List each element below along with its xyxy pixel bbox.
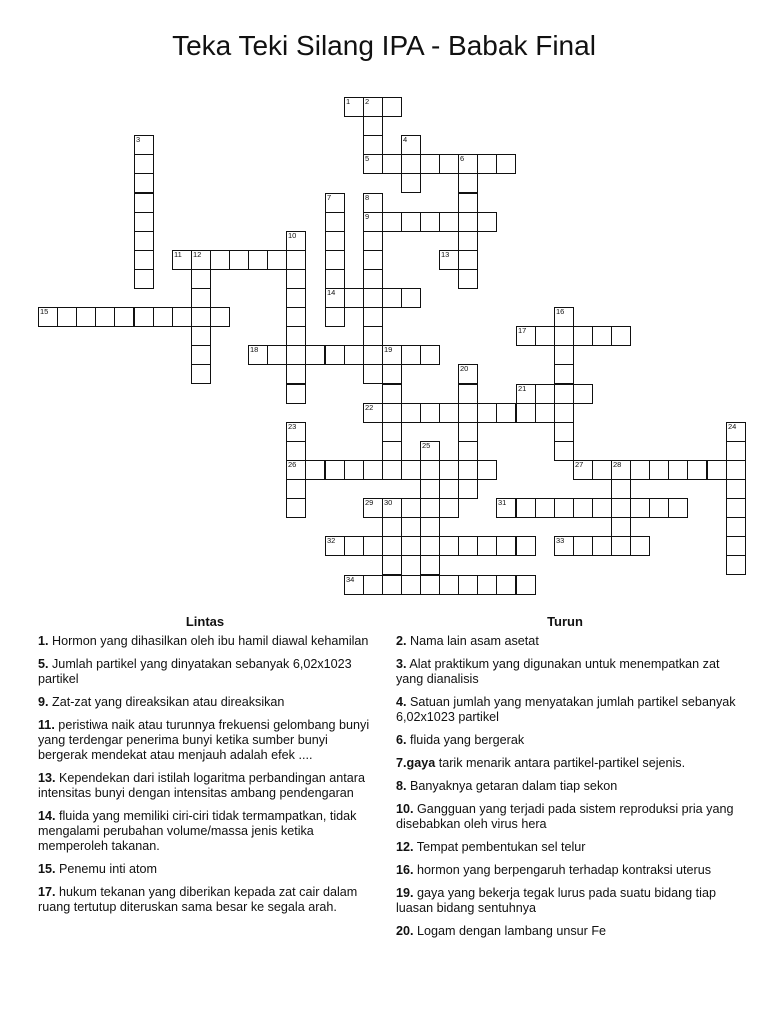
grid-cell[interactable] — [535, 326, 555, 346]
grid-cell[interactable] — [382, 498, 402, 518]
grid-cell[interactable] — [401, 288, 421, 308]
grid-cell[interactable] — [325, 460, 345, 480]
clue-down-12: 12. Tempat pembentukan sel telur — [396, 840, 586, 854]
grid-cell[interactable] — [573, 326, 593, 346]
grid-cell[interactable] — [134, 250, 154, 270]
grid-cell[interactable] — [267, 345, 287, 365]
clue-number: 28 — [613, 460, 622, 469]
grid-cell[interactable] — [57, 307, 77, 327]
clue-across-13: 13. Kependekan dari istilah logaritma perbandingan antara intensitas bunyi dengan intensitas ambang pendengaran — [38, 771, 365, 800]
clue-number: 24 — [728, 422, 737, 431]
clue-across-5: 5. Jumlah partikel yang dinyatakan sebanyak 6,02x1023 partikel — [38, 657, 352, 686]
grid-cell[interactable] — [611, 498, 631, 518]
grid-cell[interactable] — [726, 517, 746, 537]
down-heading: Turun — [547, 614, 583, 629]
clue-down-19: 19. gaya yang bekerja tegak lurus pada suatu bidang tiap luasan bidang sentuhnya — [396, 886, 716, 915]
grid-cell[interactable] — [134, 154, 154, 174]
grid-cell[interactable] — [286, 231, 306, 251]
clue-down-8: 8. Banyaknya getaran dalam tiap sekon — [396, 779, 618, 793]
clue-down-6: 6. fluida yang bergerak — [396, 733, 525, 747]
clue-number: 6 — [460, 154, 465, 163]
grid-cell[interactable] — [363, 575, 383, 595]
grid-cell[interactable] — [134, 135, 154, 155]
grid-cell[interactable] — [611, 517, 631, 537]
grid-cell[interactable] — [458, 575, 478, 595]
grid-cell[interactable] — [382, 575, 402, 595]
clue-number: 9 — [365, 212, 370, 221]
grid-cell[interactable] — [153, 307, 173, 327]
grid-cell[interactable] — [726, 555, 746, 575]
grid-cell[interactable] — [248, 250, 268, 270]
clue-number: 18 — [250, 345, 259, 354]
clue-across-9: 9. Zat-zat yang direaksikan atau direaksikan — [38, 695, 285, 709]
grid-cell[interactable] — [592, 498, 612, 518]
grid-cell[interactable] — [554, 422, 574, 442]
grid-cell[interactable] — [401, 460, 421, 480]
clue-number: 29 — [365, 498, 374, 507]
grid-cell[interactable] — [611, 536, 631, 556]
grid-cell[interactable] — [401, 212, 421, 232]
clue-number: 8 — [365, 193, 370, 202]
grid-cell[interactable] — [344, 97, 364, 117]
clue-number: 11 — [174, 250, 182, 259]
grid-cell[interactable] — [191, 326, 211, 346]
grid-cell[interactable] — [649, 498, 669, 518]
grid-cell[interactable] — [363, 536, 383, 556]
grid-cell[interactable] — [458, 231, 478, 251]
grid-cell[interactable] — [496, 403, 516, 423]
grid-cell[interactable] — [573, 536, 593, 556]
grid-cell[interactable] — [134, 307, 154, 327]
grid-cell[interactable] — [554, 498, 574, 518]
grid-cell[interactable] — [516, 384, 536, 404]
grid-cell[interactable] — [363, 250, 383, 270]
grid-cell[interactable] — [325, 307, 345, 327]
grid-cell[interactable] — [382, 364, 402, 384]
clue-number: 31 — [498, 498, 507, 507]
grid-cell[interactable] — [401, 345, 421, 365]
grid-cell[interactable] — [516, 536, 536, 556]
clue-down-2: 2. Nama lain asam asetat — [396, 634, 539, 648]
grid-cell[interactable] — [363, 498, 383, 518]
clue-number: 12 — [193, 250, 202, 259]
grid-cell[interactable] — [325, 269, 345, 289]
grid-cell[interactable] — [286, 460, 306, 480]
grid-cell[interactable] — [382, 212, 402, 232]
grid-cell[interactable] — [114, 307, 134, 327]
grid-cell[interactable] — [458, 212, 478, 232]
clue-down-20: 20. Logam dengan lambang unsur Fe — [396, 924, 607, 938]
grid-cell[interactable] — [286, 422, 306, 442]
grid-cell[interactable] — [363, 97, 383, 117]
clue-number: 34 — [346, 575, 355, 584]
grid-cell[interactable] — [363, 345, 383, 365]
grid-cell[interactable] — [401, 536, 421, 556]
grid-cell[interactable] — [229, 250, 249, 270]
grid-cell[interactable] — [344, 575, 364, 595]
grid-cell[interactable] — [325, 536, 345, 556]
grid-cell[interactable] — [401, 575, 421, 595]
grid-cell[interactable] — [363, 269, 383, 289]
grid-cell[interactable] — [554, 326, 574, 346]
grid-cell[interactable] — [573, 460, 593, 480]
grid-cell[interactable] — [726, 498, 746, 518]
grid-cell[interactable] — [191, 250, 211, 270]
grid-cell[interactable] — [286, 364, 306, 384]
clue-number: 5 — [365, 154, 370, 163]
grid-cell[interactable] — [554, 536, 574, 556]
page-title: Teka Teki Silang IPA - Babak Final — [172, 30, 596, 61]
grid-cell[interactable] — [477, 536, 497, 556]
grid-cell[interactable] — [516, 403, 536, 423]
grid-cell[interactable] — [611, 479, 631, 499]
grid-cell[interactable] — [382, 345, 402, 365]
down-clue-list — [396, 634, 736, 947]
grid-cell[interactable] — [363, 326, 383, 346]
grid-cell[interactable] — [382, 422, 402, 442]
grid-cell[interactable] — [420, 441, 440, 461]
grid-cell[interactable] — [458, 536, 478, 556]
clue-down-16: 16. hormon yang berpengaruh terhadap kontraksi uterus — [396, 863, 712, 877]
grid-cell[interactable] — [649, 460, 669, 480]
grid-cell[interactable] — [726, 479, 746, 499]
grid-cell[interactable] — [286, 269, 306, 289]
clue-number: 2 — [365, 97, 370, 106]
grid-cell[interactable] — [554, 345, 574, 365]
grid-cell[interactable] — [458, 441, 478, 461]
grid-cell[interactable] — [420, 212, 440, 232]
grid-cell[interactable] — [516, 326, 536, 346]
clue-number: 33 — [556, 536, 565, 545]
grid-cell[interactable] — [726, 460, 746, 480]
grid-cell[interactable] — [420, 517, 440, 537]
grid-cell[interactable] — [458, 269, 478, 289]
grid-cell[interactable] — [267, 250, 287, 270]
clue-across-11: 11. peristiwa naik atau turunnya frekuensi gelombang bunyi yang terdengar penerima bunyi ketika sumber bunyi bergerak mendekat atau menjauh adalah efek .... — [38, 718, 370, 762]
grid-cell[interactable] — [668, 460, 688, 480]
grid-cell[interactable] — [382, 536, 402, 556]
clue-number: 26 — [288, 460, 297, 469]
grid-cell[interactable] — [172, 250, 192, 270]
grid-cell[interactable] — [363, 135, 383, 155]
clue-number: 16 — [556, 307, 565, 316]
across-heading: Lintas — [185, 614, 225, 629]
grid-cell[interactable] — [325, 231, 345, 251]
grid-cell[interactable] — [286, 326, 306, 346]
grid-cell[interactable] — [439, 536, 459, 556]
clue-number: 17 — [518, 326, 527, 335]
grid-cell[interactable] — [134, 269, 154, 289]
grid-cell[interactable] — [420, 460, 440, 480]
grid-cell[interactable] — [382, 460, 402, 480]
grid-cell[interactable] — [382, 384, 402, 404]
grid-cell[interactable] — [458, 250, 478, 270]
grid-cell[interactable] — [363, 403, 383, 423]
grid-cell[interactable] — [496, 154, 516, 174]
clue-down-7: 7.gaya tarik menarik antara partikel-partikel sejenis. — [396, 756, 686, 770]
grid-cell[interactable] — [325, 288, 345, 308]
grid-cell[interactable] — [535, 384, 555, 404]
grid-cell[interactable] — [363, 193, 383, 213]
grid-cell[interactable] — [458, 173, 478, 193]
grid-cell[interactable] — [554, 364, 574, 384]
grid-cell[interactable] — [611, 326, 631, 346]
grid-cell[interactable] — [439, 154, 459, 174]
grid-cell[interactable] — [477, 154, 497, 174]
grid-cell[interactable] — [458, 422, 478, 442]
grid-cell[interactable] — [344, 288, 364, 308]
grid-cell[interactable] — [286, 345, 306, 365]
clue-down-10: 10. Gangguan yang terjadi pada sistem reproduksi pria yang disebabkan oleh virus hera — [396, 802, 734, 831]
clue-number: 21 — [518, 384, 527, 393]
grid-cell[interactable] — [477, 212, 497, 232]
grid-cell[interactable] — [401, 135, 421, 155]
grid-cell[interactable] — [420, 575, 440, 595]
grid-cell[interactable] — [554, 307, 574, 327]
clue-number: 22 — [365, 403, 374, 412]
clue-number: 13 — [441, 250, 450, 259]
clue-number: 19 — [384, 345, 393, 354]
clue-number: 32 — [327, 536, 336, 545]
grid-cell[interactable] — [344, 460, 364, 480]
grid-cell[interactable] — [611, 460, 631, 480]
grid-cell[interactable] — [134, 231, 154, 251]
clue-number: 10 — [288, 231, 297, 240]
grid-cell[interactable] — [630, 536, 650, 556]
clue-number: 4 — [403, 135, 408, 144]
grid-cell[interactable] — [554, 441, 574, 461]
grid-cell[interactable] — [134, 212, 154, 232]
grid-cell[interactable] — [401, 173, 421, 193]
grid-cell[interactable] — [573, 384, 593, 404]
grid-cell[interactable] — [458, 193, 478, 213]
grid-cell[interactable] — [516, 498, 536, 518]
grid-cell[interactable] — [573, 498, 593, 518]
grid-cell[interactable] — [707, 460, 727, 480]
grid-cell[interactable] — [286, 288, 306, 308]
grid-cell[interactable] — [477, 403, 497, 423]
grid-cell[interactable] — [363, 212, 383, 232]
grid-cell[interactable] — [401, 154, 421, 174]
grid-cell[interactable] — [382, 555, 402, 575]
grid-cell[interactable] — [496, 536, 516, 556]
grid-cell[interactable] — [668, 498, 688, 518]
clue-number: 3 — [136, 135, 141, 144]
grid-cell[interactable] — [458, 154, 478, 174]
grid-cell[interactable] — [191, 288, 211, 308]
grid-cell[interactable] — [439, 403, 459, 423]
grid-cell[interactable] — [458, 384, 478, 404]
grid-cell[interactable] — [554, 403, 574, 423]
grid-cell[interactable] — [477, 460, 497, 480]
grid-cell[interactable] — [382, 97, 402, 117]
grid-cell[interactable] — [305, 345, 325, 365]
grid-cell[interactable] — [496, 498, 516, 518]
grid-cell[interactable] — [592, 326, 612, 346]
grid-cell[interactable] — [420, 345, 440, 365]
grid-cell[interactable] — [286, 498, 306, 518]
grid-cell[interactable] — [38, 307, 58, 327]
grid-cell[interactable] — [363, 460, 383, 480]
grid-cell[interactable] — [458, 460, 478, 480]
clue-number: 14 — [327, 288, 336, 297]
clue-number: 27 — [575, 460, 584, 469]
clue-down-3: 3. Alat praktikum yang digunakan untuk menempatkan zat yang dianalisis — [396, 657, 720, 686]
grid-cell[interactable] — [496, 575, 516, 595]
grid-cell[interactable] — [363, 364, 383, 384]
grid-cell[interactable] — [420, 154, 440, 174]
grid-cell[interactable] — [382, 154, 402, 174]
grid-cell[interactable] — [420, 403, 440, 423]
grid-cell[interactable] — [363, 307, 383, 327]
clue-number: 23 — [288, 422, 297, 431]
grid-cell[interactable] — [191, 345, 211, 365]
grid-cell[interactable] — [363, 154, 383, 174]
grid-cell[interactable] — [95, 307, 115, 327]
clue-number: 20 — [460, 364, 469, 373]
grid-cell[interactable] — [439, 575, 459, 595]
grid-cell[interactable] — [554, 384, 574, 404]
across-clue-list — [38, 634, 374, 923]
grid-cell[interactable] — [325, 345, 345, 365]
grid-cell[interactable] — [286, 250, 306, 270]
clue-number: 15 — [40, 307, 49, 316]
grid-cell[interactable] — [630, 498, 650, 518]
grid-cell[interactable] — [191, 364, 211, 384]
grid-cell[interactable] — [210, 250, 230, 270]
grid-cell[interactable] — [458, 364, 478, 384]
clue-across-17: 17. hukum tekanan yang diberikan kepada zat cair dalam ruang tertutup diteruskan sama besar ke segala arah. — [38, 885, 358, 914]
grid-cell[interactable] — [344, 536, 364, 556]
clue-down-4: 4. Satuan jumlah yang menyatakan jumlah partikel sebanyak 6,02x1023 partikel — [396, 695, 736, 724]
grid-cell[interactable] — [382, 288, 402, 308]
grid-cell[interactable] — [420, 498, 440, 518]
grid-cell[interactable] — [286, 441, 306, 461]
grid-cell[interactable] — [439, 250, 459, 270]
grid-cell[interactable] — [401, 403, 421, 423]
grid-cell[interactable] — [439, 212, 459, 232]
grid-cell[interactable] — [592, 536, 612, 556]
grid-cell[interactable] — [363, 231, 383, 251]
clue-across-14: 14. fluida yang memiliki ciri-ciri tidak termampatkan, tidak mengalami perubahan volume/massa jenis ketika memperoleh takanan. — [38, 809, 357, 853]
grid-cell[interactable] — [286, 384, 306, 404]
grid-cell[interactable] — [344, 345, 364, 365]
grid-cell[interactable] — [535, 498, 555, 518]
grid-cell[interactable] — [134, 193, 154, 213]
grid-cell[interactable] — [420, 479, 440, 499]
grid-cell[interactable] — [76, 307, 96, 327]
grid-cell[interactable] — [382, 441, 402, 461]
grid-cell[interactable] — [439, 460, 459, 480]
grid-cell[interactable] — [458, 403, 478, 423]
clue-across-15: 15. Penemu inti atom — [38, 862, 158, 876]
grid-cell[interactable] — [286, 307, 306, 327]
grid-cell[interactable] — [535, 403, 555, 423]
clue-number: 7 — [327, 193, 332, 202]
grid-cell[interactable] — [191, 269, 211, 289]
grid-cell[interactable] — [458, 479, 478, 499]
grid-cell[interactable] — [363, 116, 383, 136]
grid-cell[interactable] — [420, 536, 440, 556]
grid-cell[interactable] — [286, 479, 306, 499]
grid-cell[interactable] — [134, 173, 154, 193]
grid-cell[interactable] — [726, 422, 746, 442]
grid-cell[interactable] — [325, 212, 345, 232]
clue-number: 30 — [384, 498, 393, 507]
grid-cell[interactable] — [477, 575, 497, 595]
clue-number: 1 — [346, 97, 351, 106]
grid-cell[interactable] — [210, 307, 230, 327]
grid-cell[interactable] — [420, 555, 440, 575]
grid-cell[interactable] — [439, 498, 459, 518]
grid-cell[interactable] — [592, 460, 612, 480]
clue-number: 25 — [422, 441, 431, 450]
grid-cell[interactable] — [248, 345, 268, 365]
grid-cell[interactable] — [516, 575, 536, 595]
grid-cell[interactable] — [172, 307, 192, 327]
clue-across-1: 1. Hormon yang dihasilkan oleh ibu hamil diawal kehamilan — [38, 634, 369, 648]
grid-cell[interactable] — [687, 460, 707, 480]
grid-cell[interactable] — [401, 498, 421, 518]
grid-cell[interactable] — [382, 403, 402, 423]
grid-cell[interactable] — [363, 288, 383, 308]
grid-cell[interactable] — [726, 441, 746, 461]
grid-cell[interactable] — [325, 250, 345, 270]
grid-cell[interactable] — [325, 193, 345, 213]
grid-cell[interactable] — [191, 307, 211, 327]
grid-cell[interactable] — [382, 517, 402, 537]
grid-cell[interactable] — [630, 460, 650, 480]
grid-cell[interactable] — [726, 536, 746, 556]
grid-cell[interactable] — [305, 460, 325, 480]
